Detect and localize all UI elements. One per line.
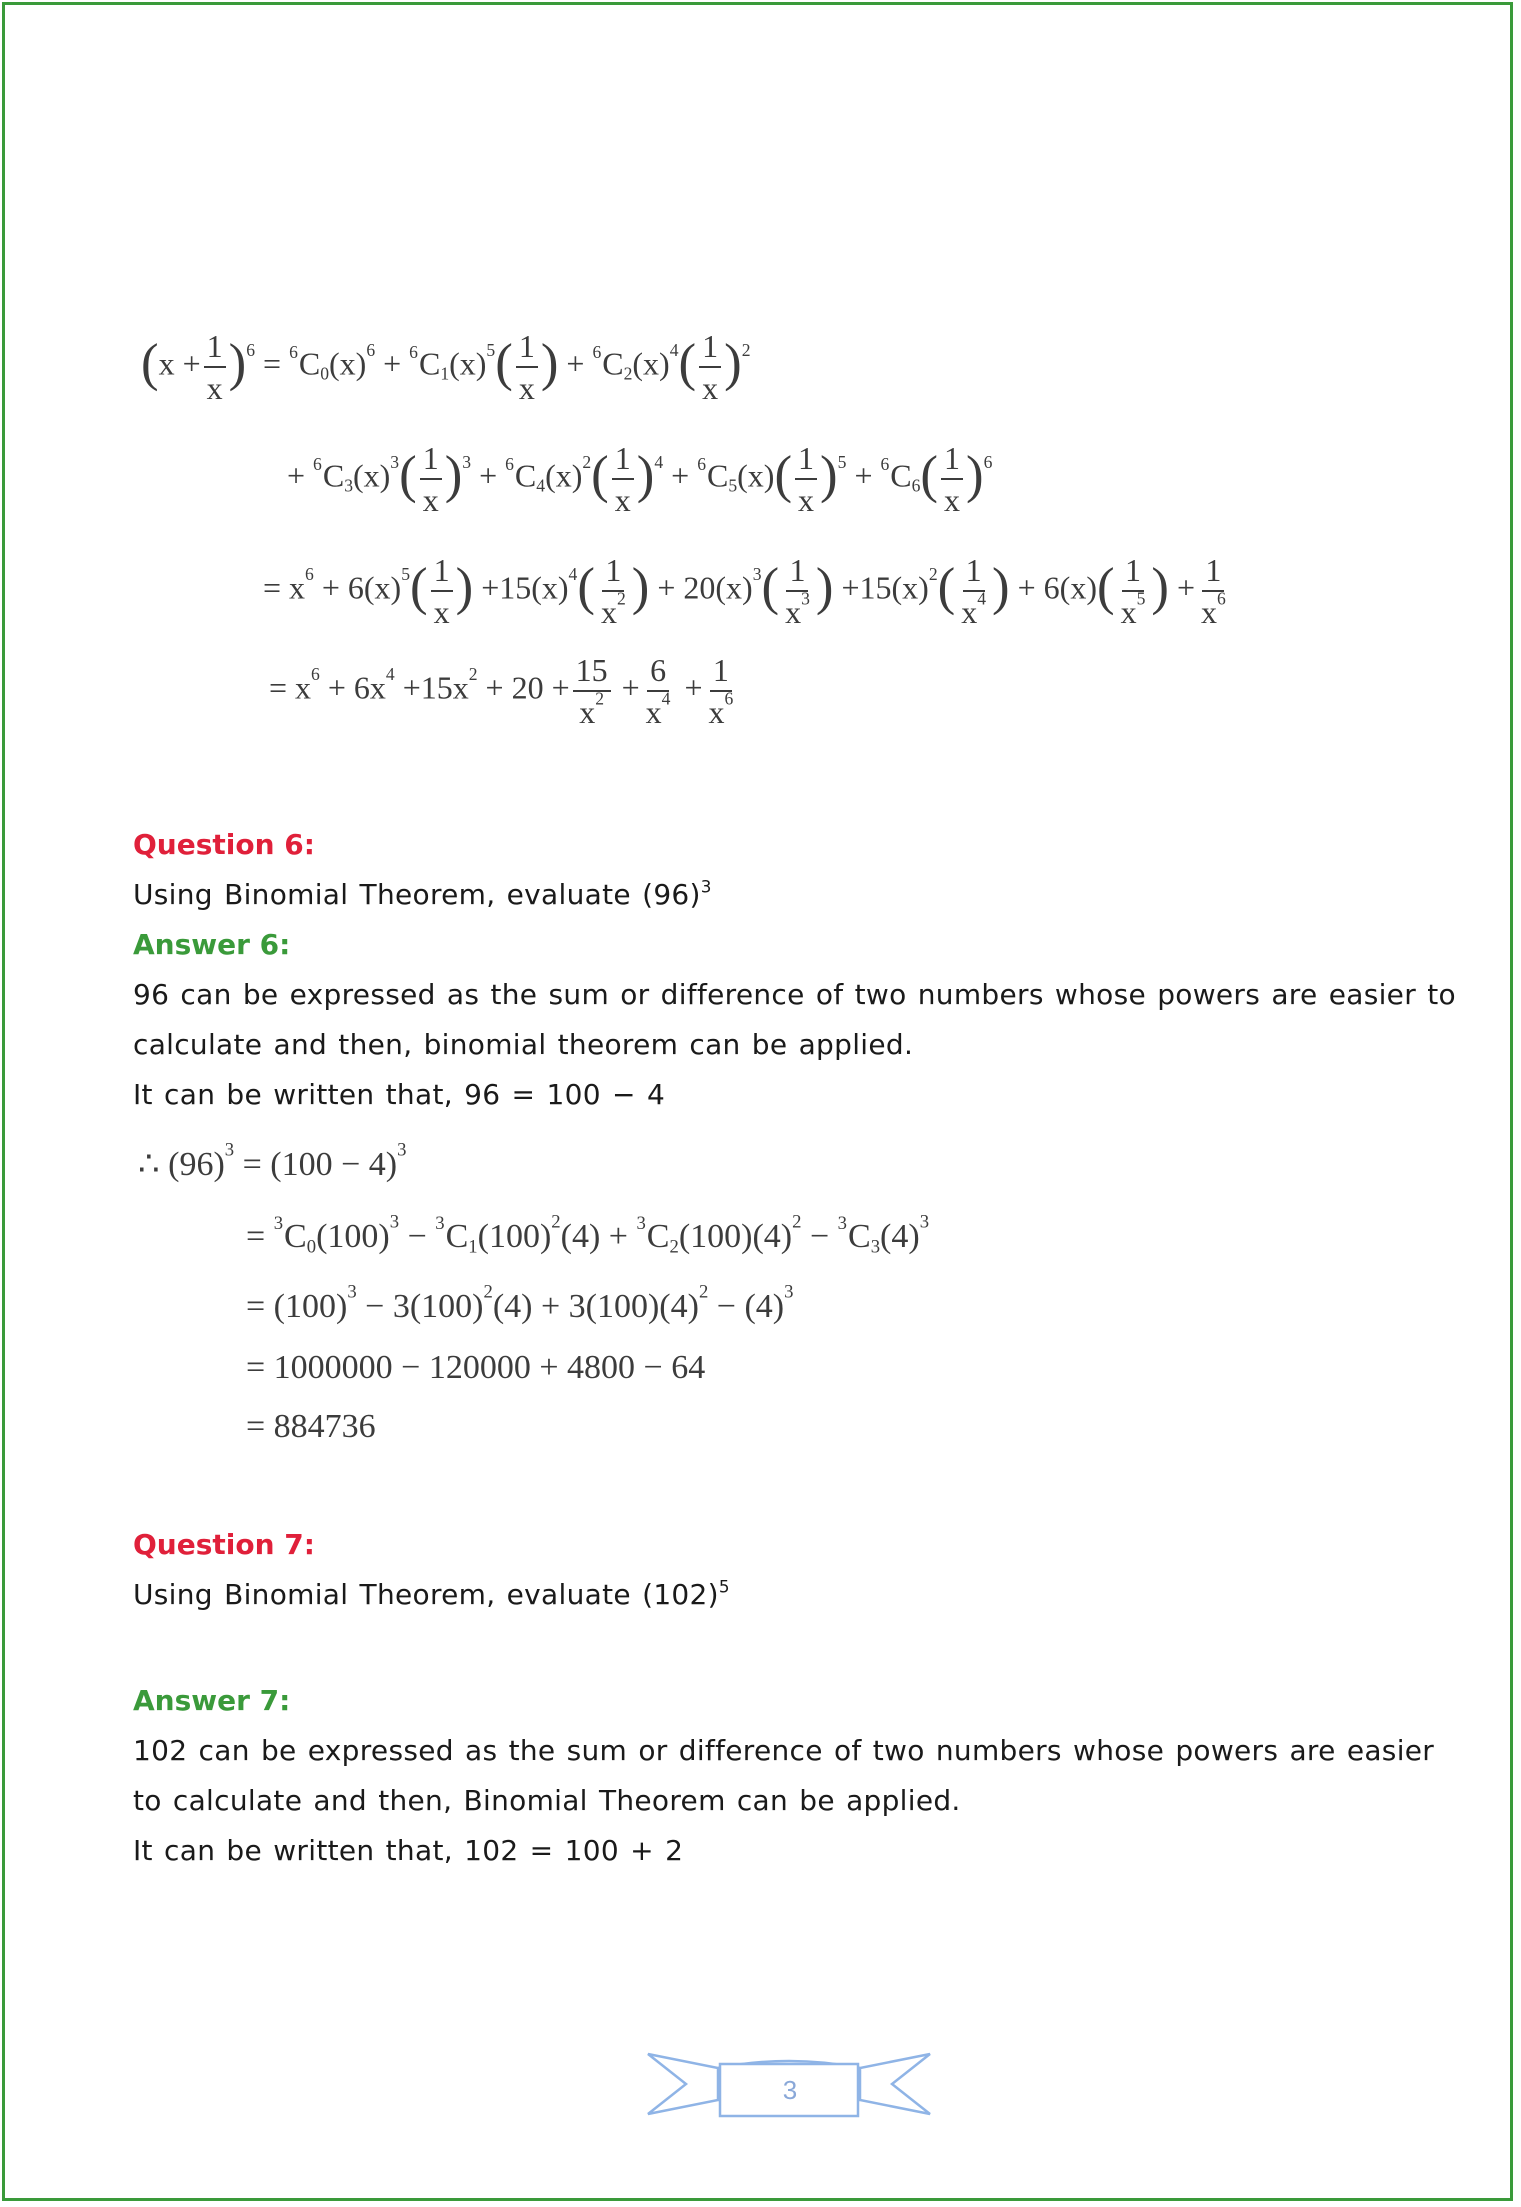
- expansion-row-1: (x + $\frac{1}{x}$ )$^6 = ^6C_0(x)^6 + ^6C_1(x)^5$( $\frac{1}{x}$ ) + $^6C_2(x)^4$( $\frac{1}{x}$ )$^2$: [141, 328, 751, 406]
- page-number: 3: [782, 2074, 798, 2105]
- answer-7-para-1: 102 can be expressed as the sum or difference of two numbers whose powers are easier: [133, 1734, 1435, 1767]
- work-line-1: ∴ $(96)^3 = (100 - 4)^3$: [138, 1139, 407, 1183]
- work-line-5: = 884736: [246, 1408, 376, 1445]
- question-6-text: Using Binomial Theorem, evaluate $(96)^3$: [133, 876, 712, 911]
- expansion-row-2: + $^6C_3(x)^3$( $\frac{1}{x}$ )$^3 + ^6C_4(x)^2$( $\frac{1}{x}$ )$^4 + ^6C_5(x)$( $\frac{1}{x}$ )$^5 + ^6C_6$( $\frac{1}{x}$ )$^6$: [287, 440, 993, 518]
- question-7-text: Using Binomial Theorem, evaluate $(102)^5$: [133, 1576, 730, 1611]
- expansion-row-3: = $x^6 + 6(x)^5$( $\frac{1}{x}$ ) $+15(x)^4$( $\frac{1}{x^2}$ ) + $20(x)^3$( $\frac{1}{x^3}$ ) $+15(x)^2$( $\frac{1}{x^4}$ ) + 6(x)( $\frac{1}{x^5}$ ) + $\frac{1}{x^6}$: [263, 552, 1226, 630]
- answer-7-heading: Answer 7:: [133, 1684, 291, 1717]
- answer-7-para-2: to calculate and then, Binomial Theorem can be applied.: [133, 1784, 961, 1817]
- answer-7-para-3: It can be written that, 102 = 100 + 2: [133, 1834, 684, 1867]
- answer-6-para-1: 96 can be expressed as the sum or difference of two numbers whose powers are easier to: [133, 978, 1456, 1011]
- question-6-heading: Question 6:: [133, 828, 315, 861]
- answer-6-heading: Answer 6:: [133, 928, 291, 961]
- question-7-heading: Question 7:: [133, 1528, 315, 1561]
- work-line-2: = $^3C_0(100)^3 - ^3C_1(100)^2(4) + ^3C_2(100)(4)^2 - ^3C_3(4)^3$: [246, 1211, 930, 1258]
- answer-7-block: [133, 1676, 1434, 1876]
- question-6-block: [133, 820, 1456, 1120]
- answer-6-para-2: calculate and then, binomial theorem can be applied.: [133, 1028, 914, 1061]
- answer-6-para-3: It can be written that, 96 = 100 − 4: [133, 1078, 666, 1111]
- expansion-row-4: = $x^6 + 6x^4 +15x^2 + 20$ + $\frac{15}{x^2}$ + $\frac{6}{x^4}$ + $\frac{1}{x^6}$: [269, 652, 734, 730]
- work-line-3: = $(100)^3 - 3(100)^2(4) + 3(100)(4)^2 - (4)^3$: [246, 1281, 794, 1325]
- question-7-block: [133, 1520, 730, 1620]
- work-line-4: = 1000000 − 120000 + 4800 − 64: [246, 1349, 706, 1386]
